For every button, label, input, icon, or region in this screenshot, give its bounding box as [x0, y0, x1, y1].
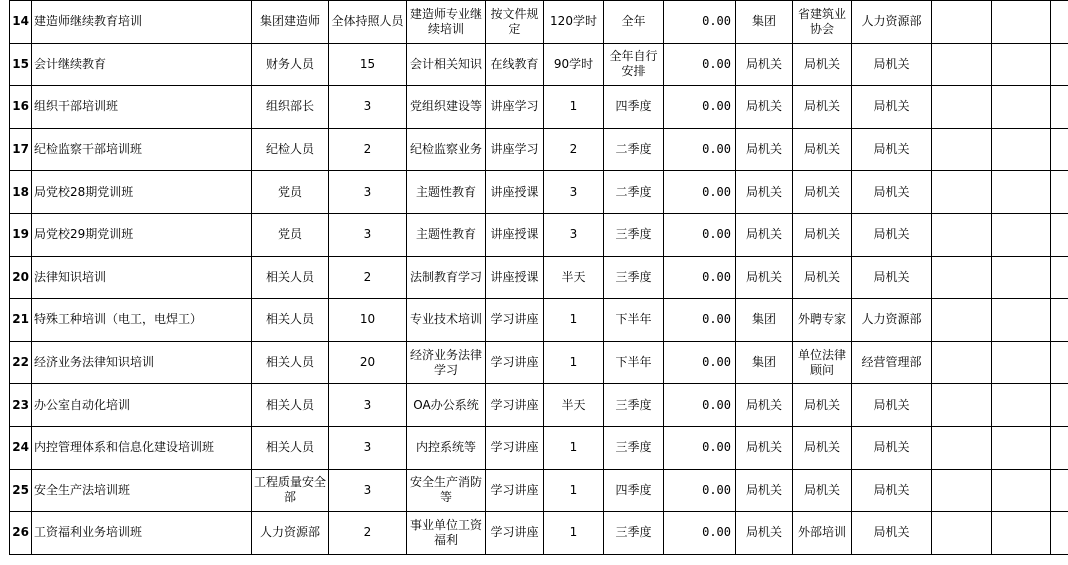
row-number-cell: 15 [10, 43, 32, 86]
table-row [10, 469, 1068, 512]
training-time-cell: 三季度 [604, 213, 664, 256]
empty-cell [932, 512, 992, 555]
organizing-unit-cell: 局机关 [736, 469, 793, 512]
instructor-cell: 局机关 [793, 469, 852, 512]
table-row [10, 512, 1068, 555]
training-method-cell: 讲座授课 [486, 213, 544, 256]
empty-cell [1051, 299, 1068, 342]
training-content-cell: 法制教育学习 [407, 256, 486, 299]
organizing-unit-cell: 局机关 [736, 171, 793, 214]
instructor-cell: 局机关 [793, 128, 852, 171]
organizing-unit-cell: 局机关 [736, 512, 793, 555]
table-row [10, 171, 1068, 214]
instructor-cell: 局机关 [793, 86, 852, 129]
empty-cell [1051, 213, 1068, 256]
training-cost-cell: 0.00 [664, 384, 736, 427]
empty-cell [992, 426, 1051, 469]
row-number-cell: 22 [10, 341, 32, 384]
row-number-cell: 14 [10, 1, 32, 44]
training-hours-cell: 2 [544, 128, 604, 171]
training-content-cell: 安全生产消防等 [407, 469, 486, 512]
training-method-cell: 学习讲座 [486, 384, 544, 427]
empty-cell [932, 1, 992, 44]
empty-cell [932, 426, 992, 469]
training-method-cell: 学习讲座 [486, 512, 544, 555]
row-number-cell: 19 [10, 213, 32, 256]
organizing-unit-cell: 局机关 [736, 256, 793, 299]
instructor-cell: 局机关 [793, 426, 852, 469]
training-target-cell: 组织部长 [252, 86, 329, 129]
training-name-cell: 法律知识培训 [32, 256, 252, 299]
training-cost-cell: 0.00 [664, 1, 736, 44]
training-method-cell: 讲座学习 [486, 128, 544, 171]
training-cost-cell: 0.00 [664, 213, 736, 256]
empty-cell [1051, 469, 1068, 512]
training-cost-cell: 0.00 [664, 256, 736, 299]
table-row [10, 299, 1068, 342]
training-time-cell: 三季度 [604, 384, 664, 427]
instructor-cell: 外部培训 [793, 512, 852, 555]
training-time-cell: 三季度 [604, 512, 664, 555]
training-time-cell: 三季度 [604, 426, 664, 469]
responsible-dept-cell: 局机关 [852, 213, 932, 256]
training-target-cell: 相关人员 [252, 341, 329, 384]
responsible-dept-cell: 局机关 [852, 512, 932, 555]
training-name-cell: 工资福利业务培训班 [32, 512, 252, 555]
training-time-cell: 四季度 [604, 469, 664, 512]
instructor-cell: 省建筑业协会 [793, 1, 852, 44]
training-target-cell: 相关人员 [252, 384, 329, 427]
empty-cell [932, 86, 992, 129]
table-row [10, 341, 1068, 384]
organizing-unit-cell: 局机关 [736, 43, 793, 86]
empty-cell [992, 128, 1051, 171]
training-time-cell: 三季度 [604, 256, 664, 299]
training-hours-cell: 90学时 [544, 43, 604, 86]
training-method-cell: 学习讲座 [486, 299, 544, 342]
training-cost-cell: 0.00 [664, 341, 736, 384]
empty-cell [1051, 256, 1068, 299]
empty-cell [1051, 384, 1068, 427]
organizing-unit-cell: 局机关 [736, 384, 793, 427]
training-cost-cell: 0.00 [664, 171, 736, 214]
participant-count-cell: 15 [329, 43, 407, 86]
training-hours-cell: 1 [544, 341, 604, 384]
training-time-cell: 全年 [604, 1, 664, 44]
responsible-dept-cell: 人力资源部 [852, 1, 932, 44]
responsible-dept-cell: 局机关 [852, 128, 932, 171]
row-number-cell: 23 [10, 384, 32, 427]
participant-count-cell: 2 [329, 256, 407, 299]
training-content-cell: 纪检监察业务 [407, 128, 486, 171]
training-name-cell: 会计继续教育 [32, 43, 252, 86]
row-number-cell: 16 [10, 86, 32, 129]
empty-cell [932, 171, 992, 214]
empty-cell [1051, 86, 1068, 129]
training-name-cell: 办公室自动化培训 [32, 384, 252, 427]
training-cost-cell: 0.00 [664, 299, 736, 342]
training-cost-cell: 0.00 [664, 128, 736, 171]
training-hours-cell: 120学时 [544, 1, 604, 44]
empty-cell [1051, 1, 1068, 44]
training-cost-cell: 0.00 [664, 512, 736, 555]
organizing-unit-cell: 集团 [736, 1, 793, 44]
participant-count-cell: 3 [329, 213, 407, 256]
participant-count-cell: 2 [329, 512, 407, 555]
instructor-cell: 单位法律顾问 [793, 341, 852, 384]
empty-cell [992, 469, 1051, 512]
empty-cell [1051, 426, 1068, 469]
organizing-unit-cell: 集团 [736, 299, 793, 342]
training-target-cell: 财务人员 [252, 43, 329, 86]
training-hours-cell: 1 [544, 469, 604, 512]
training-target-cell: 集团建造师 [252, 1, 329, 44]
training-hours-cell: 1 [544, 426, 604, 469]
training-target-cell: 党员 [252, 171, 329, 214]
participant-count-cell: 10 [329, 299, 407, 342]
row-number-cell: 21 [10, 299, 32, 342]
training-cost-cell: 0.00 [664, 469, 736, 512]
table-row [10, 213, 1068, 256]
training-target-cell: 党员 [252, 213, 329, 256]
empty-cell [992, 341, 1051, 384]
instructor-cell: 局机关 [793, 171, 852, 214]
responsible-dept-cell: 局机关 [852, 171, 932, 214]
empty-cell [992, 512, 1051, 555]
training-hours-cell: 3 [544, 171, 604, 214]
empty-cell [932, 213, 992, 256]
empty-cell [992, 43, 1051, 86]
empty-cell [1051, 512, 1068, 555]
instructor-cell: 外聘专家 [793, 299, 852, 342]
training-target-cell: 纪检人员 [252, 128, 329, 171]
training-plan-table [9, 0, 1068, 555]
training-name-cell: 局党校29期党训班 [32, 213, 252, 256]
table-row [10, 426, 1068, 469]
participant-count-cell: 2 [329, 128, 407, 171]
training-time-cell: 四季度 [604, 86, 664, 129]
training-name-cell: 经济业务法律知识培训 [32, 341, 252, 384]
empty-cell [932, 341, 992, 384]
organizing-unit-cell: 局机关 [736, 86, 793, 129]
table-row [10, 1, 1068, 44]
empty-cell [932, 128, 992, 171]
training-content-cell: 主题性教育 [407, 213, 486, 256]
row-number-cell: 24 [10, 426, 32, 469]
empty-cell [992, 384, 1051, 427]
training-hours-cell: 3 [544, 213, 604, 256]
training-target-cell: 相关人员 [252, 256, 329, 299]
training-name-cell: 安全生产法培训班 [32, 469, 252, 512]
training-time-cell: 二季度 [604, 128, 664, 171]
instructor-cell: 局机关 [793, 256, 852, 299]
table-row [10, 86, 1068, 129]
training-method-cell: 讲座学习 [486, 86, 544, 129]
participant-count-cell: 3 [329, 426, 407, 469]
training-time-cell: 下半年 [604, 299, 664, 342]
empty-cell [932, 469, 992, 512]
training-name-cell: 纪检监察干部培训班 [32, 128, 252, 171]
responsible-dept-cell: 局机关 [852, 426, 932, 469]
training-hours-cell: 1 [544, 512, 604, 555]
training-time-cell: 全年自行安排 [604, 43, 664, 86]
training-time-cell: 二季度 [604, 171, 664, 214]
table-row [10, 43, 1068, 86]
participant-count-cell: 3 [329, 171, 407, 214]
training-cost-cell: 0.00 [664, 426, 736, 469]
empty-cell [1051, 171, 1068, 214]
empty-cell [992, 256, 1051, 299]
row-number-cell: 25 [10, 469, 32, 512]
training-target-cell: 工程质量安全部 [252, 469, 329, 512]
organizing-unit-cell: 集团 [736, 341, 793, 384]
training-method-cell: 在线教育 [486, 43, 544, 86]
table-row [10, 384, 1068, 427]
organizing-unit-cell: 局机关 [736, 426, 793, 469]
empty-cell [992, 171, 1051, 214]
organizing-unit-cell: 局机关 [736, 128, 793, 171]
training-content-cell: 内控系统等 [407, 426, 486, 469]
row-number-cell: 20 [10, 256, 32, 299]
training-method-cell: 按文件规定 [486, 1, 544, 44]
empty-cell [992, 213, 1051, 256]
responsible-dept-cell: 局机关 [852, 384, 932, 427]
empty-cell [932, 299, 992, 342]
training-content-cell: 事业单位工资福利 [407, 512, 486, 555]
training-hours-cell: 1 [544, 299, 604, 342]
training-method-cell: 学习讲座 [486, 341, 544, 384]
instructor-cell: 局机关 [793, 213, 852, 256]
training-name-cell: 局党校28期党训班 [32, 171, 252, 214]
training-cost-cell: 0.00 [664, 43, 736, 86]
table-row [10, 128, 1068, 171]
participant-count-cell: 全体持照人员 [329, 1, 407, 44]
training-content-cell: 主题性教育 [407, 171, 486, 214]
row-number-cell: 18 [10, 171, 32, 214]
training-name-cell: 建造师继续教育培训 [32, 1, 252, 44]
responsible-dept-cell: 人力资源部 [852, 299, 932, 342]
table-row [10, 256, 1068, 299]
responsible-dept-cell: 局机关 [852, 43, 932, 86]
training-method-cell: 学习讲座 [486, 469, 544, 512]
participant-count-cell: 3 [329, 469, 407, 512]
training-content-cell: OA办公系统 [407, 384, 486, 427]
participant-count-cell: 3 [329, 384, 407, 427]
empty-cell [992, 86, 1051, 129]
responsible-dept-cell: 局机关 [852, 86, 932, 129]
instructor-cell: 局机关 [793, 384, 852, 427]
training-content-cell: 经济业务法律学习 [407, 341, 486, 384]
training-name-cell: 特殊工种培训（电工，电焊工） [32, 299, 252, 342]
training-time-cell: 下半年 [604, 341, 664, 384]
organizing-unit-cell: 局机关 [736, 213, 793, 256]
training-name-cell: 组织干部培训班 [32, 86, 252, 129]
training-method-cell: 学习讲座 [486, 426, 544, 469]
training-target-cell: 相关人员 [252, 426, 329, 469]
training-method-cell: 讲座授课 [486, 256, 544, 299]
empty-cell [992, 299, 1051, 342]
training-content-cell: 专业技术培训 [407, 299, 486, 342]
training-method-cell: 讲座授课 [486, 171, 544, 214]
empty-cell [1051, 43, 1068, 86]
empty-cell [932, 256, 992, 299]
training-hours-cell: 1 [544, 86, 604, 129]
empty-cell [1051, 341, 1068, 384]
training-content-cell: 会计相关知识 [407, 43, 486, 86]
training-name-cell: 内控管理体系和信息化建设培训班 [32, 426, 252, 469]
training-content-cell: 建造师专业继续培训 [407, 1, 486, 44]
participant-count-cell: 20 [329, 341, 407, 384]
empty-cell [932, 43, 992, 86]
training-content-cell: 党组织建设等 [407, 86, 486, 129]
responsible-dept-cell: 经营管理部 [852, 341, 932, 384]
row-number-cell: 17 [10, 128, 32, 171]
training-hours-cell: 半天 [544, 256, 604, 299]
training-target-cell: 人力资源部 [252, 512, 329, 555]
training-cost-cell: 0.00 [664, 86, 736, 129]
training-target-cell: 相关人员 [252, 299, 329, 342]
empty-cell [1051, 128, 1068, 171]
instructor-cell: 局机关 [793, 43, 852, 86]
row-number-cell: 26 [10, 512, 32, 555]
empty-cell [932, 384, 992, 427]
responsible-dept-cell: 局机关 [852, 256, 932, 299]
responsible-dept-cell: 局机关 [852, 469, 932, 512]
training-hours-cell: 半天 [544, 384, 604, 427]
participant-count-cell: 3 [329, 86, 407, 129]
empty-cell [992, 1, 1051, 44]
